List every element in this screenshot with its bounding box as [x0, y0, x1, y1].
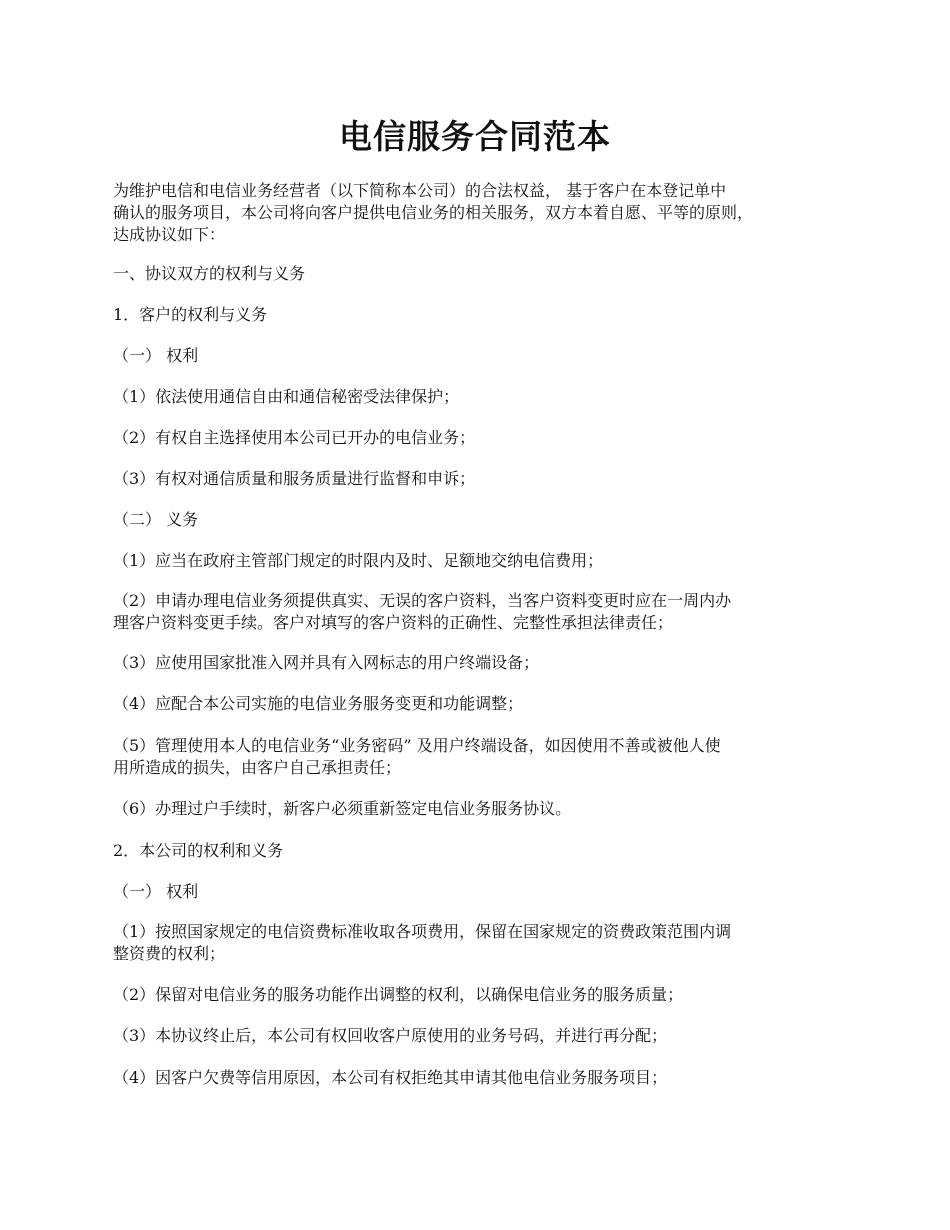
clause-heading: [113, 345, 848, 367]
paragraph-line: （3）应使用国家批准入网并具有入网标志的用户终端设备；: [113, 653, 540, 672]
clause-item: [113, 550, 848, 572]
paragraph-line: （一） 权利: [113, 346, 199, 365]
clause-item: [113, 921, 848, 965]
document-title: 电信服务合同范本: [339, 117, 611, 156]
paragraph-line: （2）保留对电信业务的服务功能作出调整的权利，以确保电信业务的服务质量；: [113, 985, 684, 1004]
paragraph-line: 确认的服务项目，本公司将向客户提供电信业务的相关服务，双方本着自愿、平等的原则，: [113, 203, 754, 222]
clause-item: [113, 984, 848, 1006]
intro-paragraph: [113, 180, 848, 246]
paragraph-line: （1）按照国家规定的电信资费标准收取各项费用，保留在国家规定的资费政策范围内调: [113, 922, 732, 941]
clause-item: [113, 386, 848, 408]
clause-item: [113, 427, 848, 449]
paragraph-line: 2．本公司的权利和义务: [113, 841, 284, 860]
paragraph-line: （3）有权对通信质量和服务质量进行监督和申诉；: [113, 469, 476, 488]
paragraph-line: 一、协议双方的权利与义务: [113, 264, 306, 283]
clause-item: [113, 652, 848, 674]
section-heading: [113, 263, 848, 285]
paragraph-line: （5）管理使用本人的电信业务“业务密码” 及用户终端设备，如因使用不善或被他人使: [113, 736, 721, 755]
paragraph-line: （4）因客户欠费等信用原因，本公司有权拒绝其申请其他电信业务服务项目；: [113, 1068, 668, 1087]
paragraph-line: 达成协议如下：: [113, 225, 226, 244]
paragraph-line: （二） 义务: [113, 510, 199, 529]
subsection-heading: [113, 840, 848, 862]
clause-item: [113, 735, 848, 779]
clause-item: [113, 468, 848, 490]
paragraph-line: 为维护电信和电信业务经营者（以下简称本公司）的合法权益， 基于客户在本登记单中: [113, 181, 727, 200]
paragraph-line: （3）本协议终止后，本公司有权回收客户原使用的业务号码，并进行再分配；: [113, 1026, 668, 1045]
clause-heading: [113, 509, 848, 531]
clause-heading: [113, 881, 848, 903]
clause-item: [113, 693, 848, 715]
paragraph-line: （1）应当在政府主管部门规定的时限内及时、足额地交纳电信费用；: [113, 551, 604, 570]
paragraph-line: （1）依法使用通信自由和通信秘密受法律保护；: [113, 387, 460, 406]
paragraph-line: （4）应配合本公司实施的电信业务服务变更和功能调整；: [113, 694, 524, 713]
paragraph-line: （6）办理过户手续时，新客户必须重新签定电信业务服务协议。: [113, 799, 572, 818]
paragraph-line: （2）有权自主选择使用本公司已开办的电信业务；: [113, 428, 476, 447]
clause-item: [113, 798, 848, 820]
paragraph-line: 整资费的权利；: [113, 944, 226, 963]
clause-item: [113, 590, 848, 634]
paragraph-line: 1．客户的权利与义务: [113, 305, 268, 324]
subsection-heading: [113, 304, 848, 326]
paragraph-line: （2）申请办理电信业务须提供真实、无误的客户资料，当客户资料变更时应在一周内办: [113, 591, 732, 610]
paragraph-line: 用所造成的损失，由客户自己承担责任；: [113, 758, 402, 777]
paragraph-line: （一） 权利: [113, 882, 199, 901]
clause-item: [113, 1067, 848, 1089]
clause-item: [113, 1025, 848, 1047]
paragraph-line: 理客户资料变更手续。客户对填写的客户资料的正确性、完整性承担法律责任；: [113, 613, 674, 632]
